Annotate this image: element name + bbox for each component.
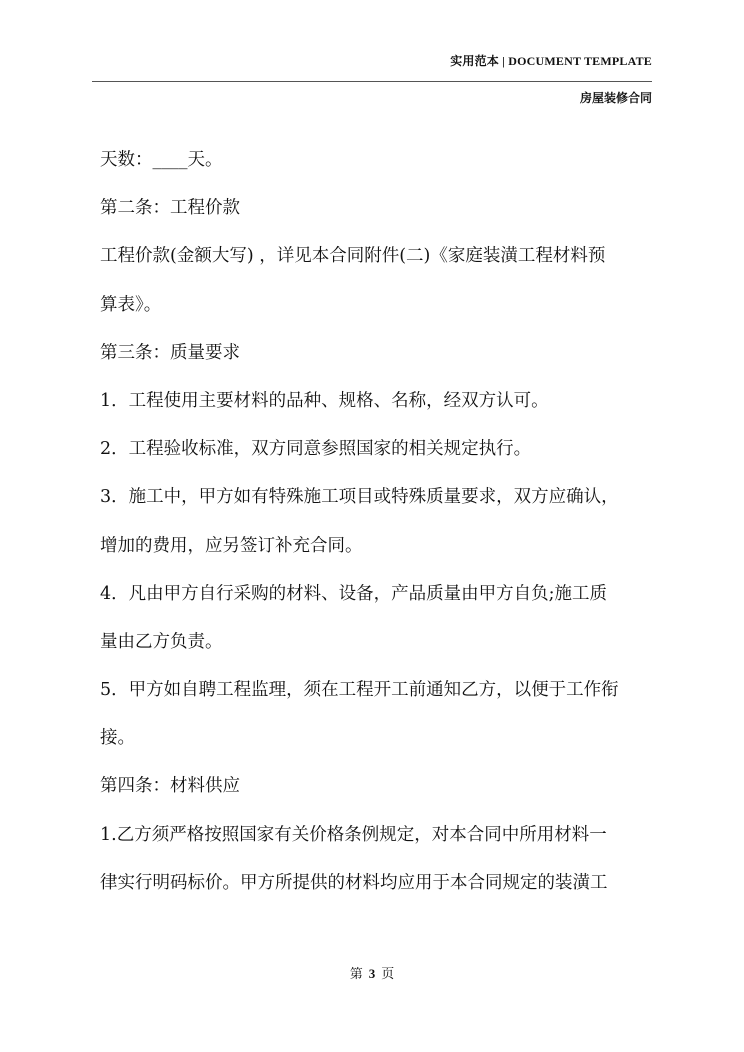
- page-prefix: 第: [349, 966, 363, 981]
- header-document-title: 房屋装修合同: [579, 91, 652, 105]
- page-footer: [0, 963, 744, 982]
- page-number: 3: [368, 966, 376, 981]
- body-line: 增加的费用，应另签订补充合同。: [100, 535, 363, 556]
- body-line: 1．工程使用主要材料的品种、规格、名称，经双方认可。: [100, 390, 549, 411]
- body-line: 3．施工中，甲方如有特殊施工项目或特殊质量要求，双方应确认，: [100, 487, 619, 508]
- page-suffix: 页: [381, 966, 395, 981]
- body-line: 工程价款(金额大写) ，详见本合同附件(二)《家庭装潢工程材料预: [100, 246, 606, 267]
- header-divider: [92, 81, 652, 82]
- body-line: 4．凡由甲方自行采购的材料、设备，产品质量由甲方自负;施工质: [100, 583, 608, 604]
- section-heading: 第二条：工程价款: [100, 198, 240, 219]
- body-line: 5．甲方如自聘工程监理，须在工程开工前通知乙方，以便于工作衔: [100, 680, 619, 701]
- body-line: 律实行明码标价。甲方所提供的材料均应用于本合同规定的装潢工: [100, 872, 608, 893]
- body-line: 1.乙方须严格按照国家有关价格条例规定，对本合同中所用材料一: [100, 824, 607, 845]
- section-heading: 第三条：质量要求: [100, 342, 240, 363]
- document-body: [100, 136, 660, 907]
- body-line: 接。: [100, 728, 135, 749]
- body-line: 2．工程验收标准，双方同意参照国家的相关规定执行。: [100, 439, 532, 460]
- body-line: 量由乙方负责。: [100, 631, 223, 652]
- header-template-label: 实用范本 | DOCUMENT TEMPLATE: [450, 54, 652, 68]
- body-line: 天数：____天。: [100, 150, 223, 170]
- body-line: 算表》。: [100, 294, 162, 315]
- section-heading: 第四条：材料供应: [100, 776, 240, 797]
